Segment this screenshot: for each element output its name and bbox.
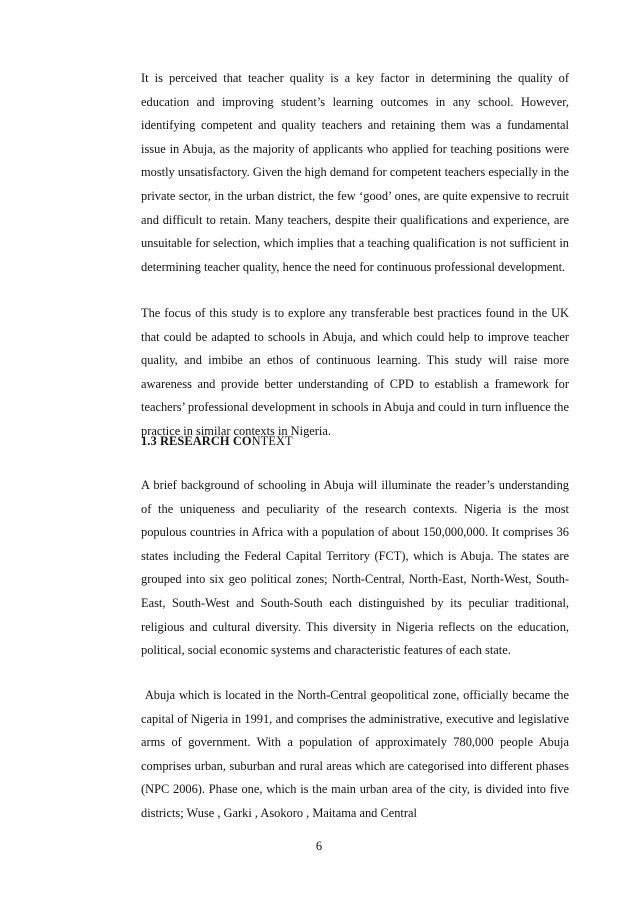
paragraph-schooling-background: A brief background of schooling in Abuja will illuminate the reader’s understanding of the uniqueness and peculiarity of the research contexts. Nigeria is the most populous countries in Africa with a population of about 150,000,000. It comprises 36 states including the Federal Capital Territory (FCT), which is Abuja. The states are grouped into six geo political zones; North-Central, North-East, North-West, South-East, South-West and South-South each distinguished by its peculiar traditional, religious and cultural diversity. This diversity in Nigeria reflects on the education, political, social economic systems and characteristic features of each state.: [141, 478, 569, 658]
paragraph-abuja-description: Abuja which is located in the North-Central geopolitical zone, officially became the capital of Nigeria in 1991, and comprises the administrative, executive and legislative arms of government. With a population of approximately 780,000 people Abuja comprises urban, suburban and rural areas which are categorised into different phases (NPC 2006). Phase one, which is the main urban area of the city, is divided into five districts; Wuse , Garki , Asokoro , Maitama and Central: [141, 688, 573, 820]
paragraph-teacher-quality: It is perceived that teacher quality is a key factor in determining the quality of education and improving student’s learning outcomes in any school. However, identifying competent and quality teachers and retaining them was a fundamental issue in Abuja, as the majority of applicants who applied for teaching positions were mostly unsatisfactory. Given the high demand for competent teachers especially in the private sector, in the urban district, the few ‘good’ ones, are quite expensive to recruit and difficult to retain. Many teachers, despite their qualifications and experience, are unsuitable for selection, which implies that a teaching qualification is not sufficient in determining teacher quality, hence the need for continuous professional development.: [141, 71, 569, 274]
paragraph-study-focus: The focus of this study is to explore any transferable best practices found in the UK that could be adapted to schools in Abuja, and which could help to improve teacher quality, and imbibe an ethos of continuous learning. This study will raise more awareness and provide better understanding of CPD to establish a framework for teachers’ professional development in schools in Abuja and could in turn influence the practice in similar contexts in Nigeria.: [141, 306, 569, 438]
heading-normal-part: NTEXT: [251, 434, 293, 448]
heading-bold-part: 1.3 RESEARCH CO: [141, 434, 252, 448]
section-heading-research-context: [141, 433, 293, 449]
page-number: 6: [315, 839, 323, 853]
